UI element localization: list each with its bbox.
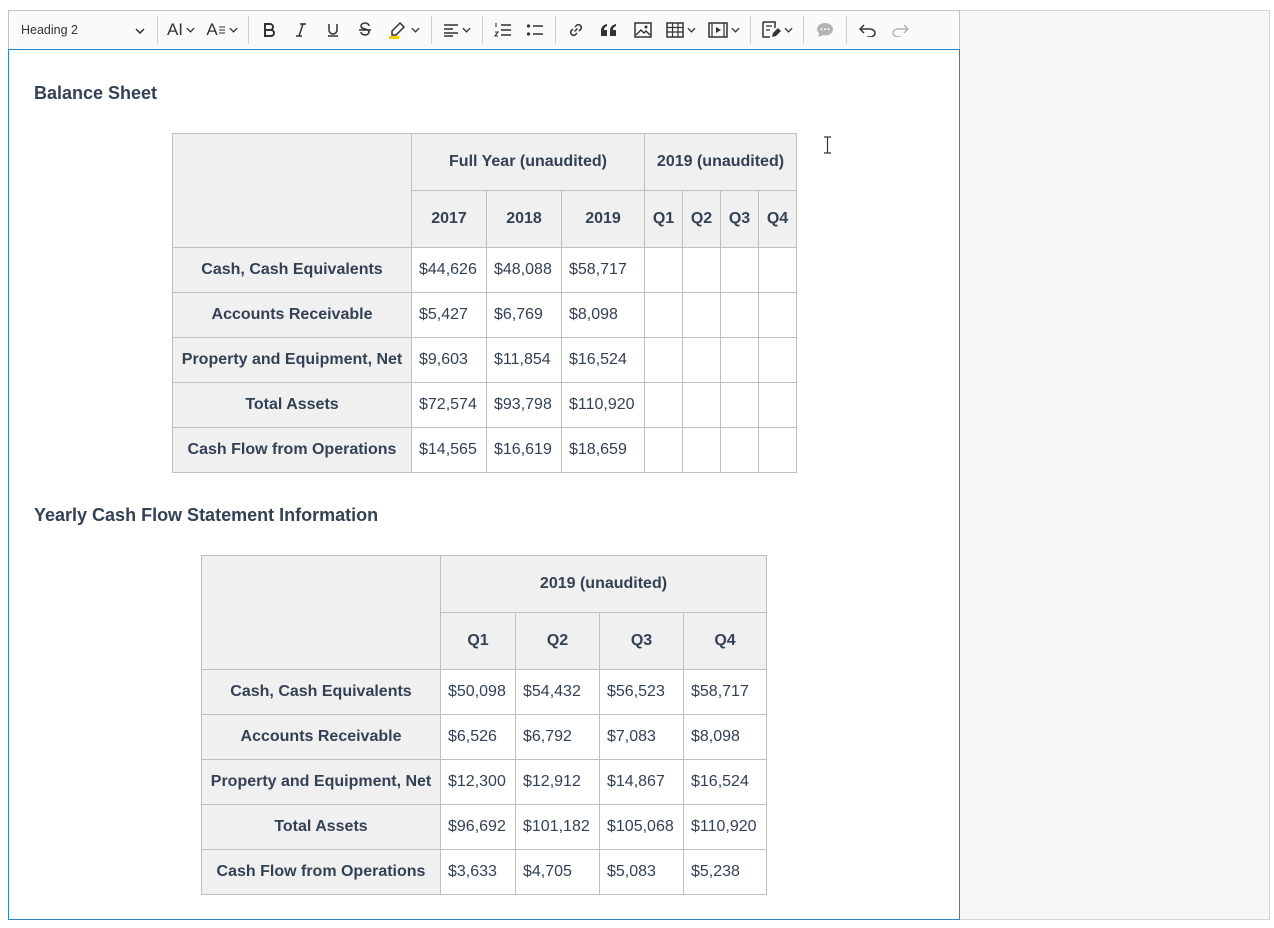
table-cell[interactable]: $5,427 [412, 293, 487, 338]
table-cell[interactable]: $5,238 [684, 850, 767, 895]
table-column-header[interactable]: Q3 [600, 613, 684, 670]
comment-button[interactable] [808, 15, 842, 45]
table-cell[interactable]: $8,098 [684, 715, 767, 760]
bulleted-list-button[interactable] [519, 15, 551, 45]
chevron-down-icon [687, 27, 696, 33]
undo-button[interactable] [851, 15, 885, 45]
table-cell[interactable] [683, 383, 721, 428]
table-cell[interactable] [721, 248, 759, 293]
image-icon [634, 22, 652, 38]
table-row [173, 428, 797, 473]
table-column-header[interactable]: 2019 [562, 191, 645, 248]
chevron-down-icon [411, 27, 420, 33]
numbered-list-icon [494, 22, 512, 38]
chevron-down-icon [784, 27, 793, 33]
table-cell[interactable]: $9,603 [412, 338, 487, 383]
table-cell[interactable]: $54,432 [516, 670, 600, 715]
section-heading-balance-sheet[interactable]: Balance Sheet [34, 83, 158, 103]
table-cell[interactable] [721, 383, 759, 428]
table-row [173, 383, 797, 428]
table-group-header[interactable]: 2019 (unaudited) [645, 134, 797, 191]
redo-icon [891, 23, 909, 37]
underline-icon [326, 22, 340, 38]
highlighter-icon [388, 21, 408, 39]
align-left-icon [443, 23, 459, 37]
toolbar-separator [248, 16, 249, 44]
comment-icon [816, 22, 834, 38]
table-cell[interactable] [721, 338, 759, 383]
font-size-icon: AI [166, 20, 184, 39]
table-column-header[interactable]: 2017 [412, 191, 487, 248]
table-header-corner[interactable] [173, 134, 412, 248]
table-row [202, 670, 767, 715]
table-column-header[interactable]: 2018 [487, 191, 562, 248]
chevron-down-icon [186, 27, 195, 33]
table-group-header[interactable]: Full Year (unaudited) [412, 134, 645, 191]
table-cell[interactable]: $16,619 [487, 428, 562, 473]
underline-button[interactable] [317, 15, 349, 45]
table-cell[interactable] [645, 248, 683, 293]
table-column-header[interactable]: Q4 [684, 613, 767, 670]
table-column-header[interactable]: Q1 [441, 613, 516, 670]
text-lines-icon [218, 26, 226, 34]
table-cell[interactable]: $16,524 [684, 760, 767, 805]
text-cursor-icon [823, 136, 832, 159]
table-cell[interactable]: $6,769 [487, 293, 562, 338]
redo-button[interactable] [885, 15, 915, 45]
table-cell[interactable]: $105,068 [600, 805, 684, 850]
bold-icon [262, 22, 276, 38]
table-row-header[interactable]: Cash, Cash Equivalents [202, 670, 441, 715]
table-cell[interactable]: $6,792 [516, 715, 600, 760]
table-row-header[interactable]: Property and Equipment, Net [202, 760, 441, 805]
table-row [202, 805, 767, 850]
table-column-header[interactable]: Q1 [645, 191, 683, 248]
toolbar-separator [555, 16, 556, 44]
template-icon [761, 21, 781, 39]
editor-content-area[interactable] [8, 49, 960, 920]
table-cell[interactable]: $16,524 [562, 338, 645, 383]
link-icon [567, 21, 585, 39]
table-cell[interactable]: $110,920 [684, 805, 767, 850]
table-row-header[interactable]: Cash, Cash Equivalents [173, 248, 412, 293]
cash-flow-table[interactable] [201, 555, 767, 895]
heading-dropdown-label: Heading 2 [21, 23, 78, 37]
table-row [202, 850, 767, 895]
table-icon [666, 22, 684, 38]
insert-image-button[interactable] [626, 15, 660, 45]
table-cell[interactable] [645, 293, 683, 338]
table-cell[interactable]: $7,083 [600, 715, 684, 760]
table-cell[interactable] [683, 428, 721, 473]
table-cell[interactable] [683, 293, 721, 338]
toolbar-separator [750, 16, 751, 44]
toolbar-separator [482, 16, 483, 44]
table-row-header[interactable]: Cash Flow from Operations [173, 428, 412, 473]
insert-template-button[interactable] [755, 15, 799, 45]
quote-icon [600, 23, 618, 37]
table-cell[interactable] [759, 248, 797, 293]
table-column-header[interactable]: Q2 [516, 613, 600, 670]
strikethrough-button[interactable] [349, 15, 381, 45]
italic-button[interactable] [285, 15, 317, 45]
table-cell[interactable]: $12,912 [516, 760, 600, 805]
table-cell[interactable]: $50,098 [441, 670, 516, 715]
table-cell[interactable]: $14,867 [600, 760, 684, 805]
table-row-header[interactable]: Property and Equipment, Net [173, 338, 412, 383]
insert-table-button[interactable] [660, 15, 702, 45]
table-row [202, 715, 767, 760]
table-cell[interactable]: $48,088 [487, 248, 562, 293]
table-cell[interactable]: $58,717 [684, 670, 767, 715]
table-row [173, 248, 797, 293]
numbered-list-button[interactable] [487, 15, 519, 45]
table-cell[interactable]: $96,692 [441, 805, 516, 850]
table-row [173, 293, 797, 338]
table-row-header[interactable]: Total Assets [173, 383, 412, 428]
heading-dropdown[interactable] [13, 15, 153, 45]
table-cell[interactable]: $14,565 [412, 428, 487, 473]
table-cell[interactable] [645, 338, 683, 383]
table-cell[interactable] [645, 428, 683, 473]
chevron-down-icon [135, 23, 145, 37]
table-cell[interactable] [759, 293, 797, 338]
font-size-button[interactable] [162, 15, 200, 45]
blockquote-button[interactable] [592, 15, 626, 45]
table-cell[interactable]: $3,633 [441, 850, 516, 895]
toolbar-separator [431, 16, 432, 44]
table-cell[interactable] [759, 428, 797, 473]
toolbar-separator [803, 16, 804, 44]
table-cell[interactable] [683, 248, 721, 293]
strikethrough-icon [358, 22, 372, 38]
chevron-down-icon [229, 27, 238, 33]
side-panel [959, 10, 1270, 920]
table-column-header[interactable]: Q3 [721, 191, 759, 248]
table-cell[interactable] [721, 428, 759, 473]
table-column-header[interactable]: Q4 [759, 191, 797, 248]
table-header-corner[interactable] [202, 556, 441, 670]
table-cell[interactable]: $18,659 [562, 428, 645, 473]
table-cell[interactable] [759, 338, 797, 383]
bulleted-list-icon [526, 22, 544, 38]
table-row-header[interactable]: Total Assets [202, 805, 441, 850]
table-cell[interactable] [721, 293, 759, 338]
bold-button[interactable] [253, 15, 285, 45]
font-family-button[interactable] [200, 15, 244, 45]
table-column-header[interactable]: Q2 [683, 191, 721, 248]
table-cell[interactable] [645, 383, 683, 428]
table-row-header[interactable]: Cash Flow from Operations [202, 850, 441, 895]
chevron-down-icon [462, 27, 471, 33]
table-cell[interactable]: $101,182 [516, 805, 600, 850]
table-row [202, 760, 767, 805]
section-heading-cash-flow[interactable]: Yearly Cash Flow Statement Information [34, 505, 379, 525]
alignment-button[interactable] [436, 15, 478, 45]
table-group-header[interactable]: 2019 (unaudited) [441, 556, 767, 613]
font-family-icon: A [206, 20, 218, 39]
link-button[interactable] [560, 15, 592, 45]
table-cell[interactable] [683, 338, 721, 383]
insert-media-button[interactable] [702, 15, 746, 45]
undo-icon [859, 23, 877, 37]
table-cell[interactable]: $12,300 [441, 760, 516, 805]
chevron-down-icon [731, 27, 740, 33]
highlight-button[interactable] [381, 15, 427, 45]
editor-toolbar [8, 10, 960, 50]
table-cell[interactable] [759, 383, 797, 428]
table-cell[interactable]: $56,523 [600, 670, 684, 715]
media-icon [708, 22, 728, 38]
table-cell[interactable]: $93,798 [487, 383, 562, 428]
table-cell[interactable]: $4,705 [516, 850, 600, 895]
table-cell[interactable]: $110,920 [562, 383, 645, 428]
table-cell[interactable]: $58,717 [562, 248, 645, 293]
table-row [173, 338, 797, 383]
table-cell[interactable]: $72,574 [412, 383, 487, 428]
toolbar-separator [846, 16, 847, 44]
table-cell[interactable]: $8,098 [562, 293, 645, 338]
table-cell[interactable]: $5,083 [600, 850, 684, 895]
table-cell[interactable]: $6,526 [441, 715, 516, 760]
table-row-header[interactable]: Accounts Receivable [173, 293, 412, 338]
balance-sheet-table[interactable] [172, 133, 797, 473]
toolbar-separator [157, 16, 158, 44]
table-cell[interactable]: $44,626 [412, 248, 487, 293]
table-row-header[interactable]: Accounts Receivable [202, 715, 441, 760]
table-cell[interactable]: $11,854 [487, 338, 562, 383]
italic-icon [295, 22, 307, 38]
